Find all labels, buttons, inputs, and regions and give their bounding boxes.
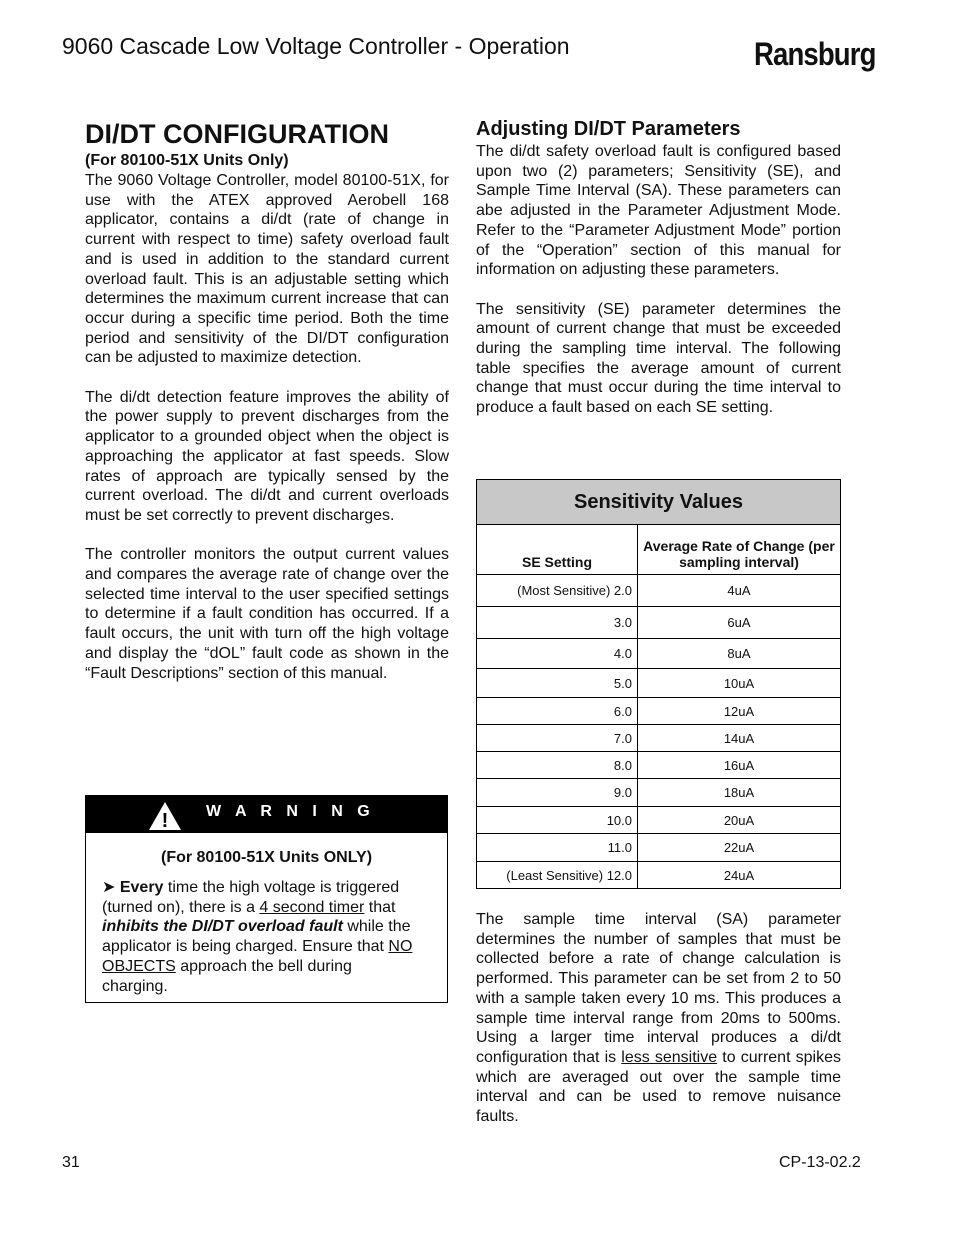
warning-timer: 4 second timer <box>259 898 365 916</box>
paragraph-sensitivity: The sensitivity (SE) parameter determines the amount of current change that must be exceeded during the sampling time interval. The following table specifies the average amount of current change that must occur during the time interval to produce a fault based on each SE setting. <box>476 300 841 417</box>
rate-cell: 24uA <box>638 862 841 889</box>
se-setting-cell: (Most Sensitive) 2.0 <box>477 575 638 607</box>
column-header-rate: Average Rate of Change (per sampling interval) <box>638 525 841 575</box>
rate-cell: 4uA <box>638 575 841 607</box>
warning-text-part: that <box>364 898 396 916</box>
se-setting-cell: 7.0 <box>477 725 638 752</box>
warning-inhibits: inhibits the DI/DT overload fault <box>102 918 343 936</box>
warning-text-part: while the applicator is being charged. Ensure that <box>102 918 411 956</box>
warning-label: W A R N I N G <box>206 803 375 820</box>
section-heading: DI/DT CONFIGURATION <box>85 119 389 149</box>
rate-cell: 12uA <box>638 698 841 725</box>
rate-cell: 22uA <box>638 834 841 862</box>
warning-text-part: approach the bell during charging. <box>102 957 352 995</box>
table-row <box>477 779 841 807</box>
table-row <box>477 607 841 639</box>
brand-logo: Ransburg <box>754 36 876 72</box>
paragraph-detection: The di/dt detection feature improves the ability of the power supply to prevent discharges from the applicator to a grounded object when the object is approaching the applicator at fast speeds. Slow rates of approach are typically sensed by the current overload. The di/dt and current overloads must be set correctly to prevent discharges. <box>85 388 449 524</box>
warning-header-bar <box>86 796 447 833</box>
sample-text-part: to current spikes which are averaged out over the sample time interval and can be used to remove nuisance faults. <box>476 1048 841 1126</box>
se-setting-cell: 9.0 <box>477 779 638 807</box>
table-row <box>477 862 841 889</box>
warning-box <box>85 795 448 1003</box>
paragraph-monitoring: The controller monitors the output current values and compares the average rate of change over the selected time interval to the user specified settings to determine if a fault condition has occurred. If a fault occurs, the unit with turn off the high voltage and display the “dOL” fault code as shown in the “Fault Descriptions” section of this manual. <box>85 546 449 682</box>
se-setting-cell: 6.0 <box>477 698 638 725</box>
table-row <box>477 807 841 834</box>
warning-triangle-icon <box>148 801 182 831</box>
se-setting-cell: 5.0 <box>477 669 638 698</box>
se-setting-cell: 8.0 <box>477 752 638 779</box>
rate-cell: 8uA <box>638 639 841 669</box>
se-setting-cell: (Least Sensitive) 12.0 <box>477 862 638 889</box>
column-header-se: SE Setting <box>477 525 638 575</box>
table-title: Sensitivity Values <box>477 480 841 525</box>
sensitivity-table <box>476 479 841 889</box>
rate-cell: 14uA <box>638 725 841 752</box>
rate-cell: 6uA <box>638 607 841 639</box>
se-setting-cell: 10.0 <box>477 807 638 834</box>
rate-cell: 10uA <box>638 669 841 698</box>
right-column <box>476 117 841 418</box>
bullet-arrow-icon: ➤ <box>102 879 120 896</box>
warning-subheading: (For 80100-51X Units ONLY) <box>160 849 373 866</box>
table-row <box>477 725 841 752</box>
section-subheading: (For 80100-51X Units Only) <box>85 152 289 169</box>
table-row <box>477 669 841 698</box>
paragraph-sample-interval <box>476 910 841 1127</box>
se-setting-cell: 3.0 <box>477 607 638 639</box>
se-setting-cell: 4.0 <box>477 639 638 669</box>
paragraph-intro: The 9060 Voltage Controller, model 80100-51X, for use with the ATEX approved Aerobell 168 applicator, contains a di/dt (rate of change in current with respect to time) safety overload fault and is used in addition to the standard current overload fault. This is an adjustable setting which determines the maximum current increase that can occur during a specific time period. Both the time period and sensitivity of the DI/DT configuration can be adjusted to maximize detection. <box>85 172 449 367</box>
page-header-title: 9060 Cascade Low Voltage Controller - Operation <box>62 33 570 59</box>
left-column <box>85 118 449 683</box>
rate-cell: 18uA <box>638 779 841 807</box>
table-row <box>477 698 841 725</box>
table-row <box>477 834 841 862</box>
warning-text-part: time the high voltage is triggered (turned on), there is a <box>102 879 400 916</box>
warning-no-objects: NO OBJECTS <box>102 938 413 975</box>
warning-exclamation: ! <box>161 810 169 831</box>
adjusting-heading: Adjusting DI/DT Parameters <box>476 118 741 140</box>
less-sensitive: less sensitive <box>621 1048 718 1066</box>
table-row <box>477 752 841 779</box>
warning-every: Every <box>119 879 164 896</box>
sample-text-part: The sample time interval (SA) parameter determines the number of samples that must be collected before a rate of change calculation is performed. This parameter can be set from 2 to 50 with a sample taken every 10 ms. This produces a sample time interval range from 20ms to 500ms. Using a larger time interval produces a di/dt configuration that is <box>476 911 841 1066</box>
paragraph-parameters: The di/dt safety overload fault is configured based upon two (2) parameters; Sensitivity (SE), and Sample Time Interval (SA). These parameters can abe adjusted in the Parameter Adjustment Mode. Refer to the “Parameter Adjustment Mode” portion of the “Operation” section of this manual for information on adjusting these parameters. <box>476 143 841 279</box>
rate-cell: 20uA <box>638 807 841 834</box>
warning-text <box>102 878 422 996</box>
document-code: CP-13-02.2 <box>779 1154 861 1171</box>
table-row <box>477 639 841 669</box>
table-row <box>477 575 841 607</box>
page-number: 31 <box>62 1154 80 1171</box>
se-setting-cell: 11.0 <box>477 834 638 862</box>
rate-cell: 16uA <box>638 752 841 779</box>
